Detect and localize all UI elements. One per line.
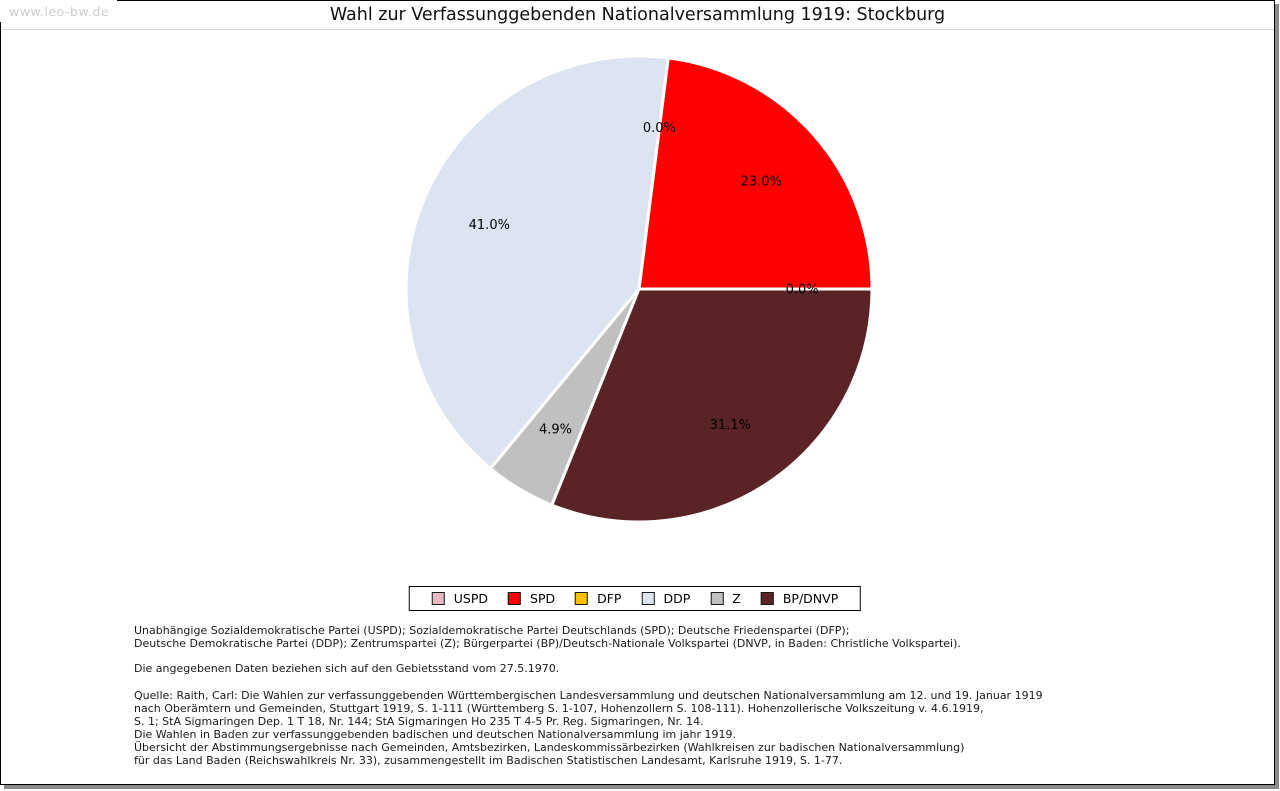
source-line: S. 1; StA Sigmaringen Dep. 1 T 18, Nr. 144; StA Sigmaringen Ho 235 T 4-5 Pr. Reg. Sigmaringen, Nr. 14.	[134, 715, 704, 728]
legend-label: DFP	[597, 591, 622, 606]
pie-slice-spd	[639, 58, 872, 289]
legend	[409, 586, 861, 611]
slice-percentage-label-uspd: 0.0%	[785, 282, 819, 298]
watermark: www.leo-bw.de	[0, 0, 117, 22]
legend-item-ddp	[641, 591, 690, 606]
legend-item-spd	[508, 591, 555, 606]
pie-chart	[1, 1, 1276, 584]
territorial-status-note: Die angegebenen Daten beziehen sich auf den Gebietsstand vom 27.5.1970.	[134, 662, 560, 675]
legend-item-bp-dnvp	[761, 591, 838, 606]
legend-item-z	[710, 591, 741, 606]
slice-percentage-label-bp-dnvp: 31.1%	[709, 417, 751, 433]
slice-percentage-label-dfp: 0.0%	[642, 120, 676, 136]
party-definitions-note	[134, 624, 1234, 650]
legend-swatch-icon	[432, 592, 445, 605]
legend-item-uspd	[432, 591, 488, 606]
page-title: Wahl zur Verfassunggebenden Nationalversammlung 1919: Stockburg	[329, 5, 946, 25]
slice-percentage-label-ddp: 41.0%	[468, 217, 510, 233]
legend-swatch-icon	[575, 592, 588, 605]
source-note	[134, 689, 1234, 767]
legend-swatch-icon	[641, 592, 654, 605]
slice-percentage-label-z: 4.9%	[538, 422, 573, 438]
legend-swatch-icon	[710, 592, 723, 605]
legend-label: DDP	[663, 591, 691, 606]
legend-label: USPD	[453, 591, 489, 606]
legend-swatch-icon	[508, 592, 521, 605]
source-line: Übersicht der Abstimmungsergebnisse nach Gemeinden, Amtsbezirken, Landeskommissärbezirken (Wahlkreisen zur badischen Nationalversammlung)	[134, 741, 965, 754]
source-line: Die Wahlen in Baden zur verfassunggebenden badischen und deutschen Nationalversammlung im jahr 1919.	[134, 728, 737, 741]
legend-swatch-icon	[761, 592, 774, 605]
legend-label: Z	[732, 591, 741, 606]
party-definitions-line: Deutsche Demokratische Partei (DDP); Zentrumspartei (Z); Bürgerpartei (BP)/Deutsch-Nationale Volkspartei (DNVP, in Baden: Christliche Volkspartei).	[134, 637, 961, 650]
source-line: Quelle: Raith, Carl: Die Wahlen zur verfassunggebenden Württembergischen Landesversammlung und deutschen Nationalversammlung am 12. und 19. Januar 1919	[134, 689, 1043, 702]
legend-label: BP/DNVP	[782, 591, 839, 606]
source-line: für das Land Baden (Reichswahlkreis Nr. 33), zusammengestellt im Badischen Statistischen Landesamt, Karlsruhe 1919, S. 1-77.	[134, 754, 843, 767]
slice-percentage-label-spd: 23.0%	[740, 174, 782, 190]
source-line: nach Oberämtern und Gemeinden, Stuttgart 1919, S. 1-111 (Württemberg S. 1-107, Hohenzollern S. 108-111). Hohenzollerische Volkszeitung v. 4.6.1919,	[134, 702, 984, 715]
legend-item-dfp	[575, 591, 621, 606]
legend-label: SPD	[530, 591, 556, 606]
party-definitions-line: Unabhängige Sozialdemokratische Partei (USPD); Sozialdemokratische Partei Deutschlands (SPD); Deutsche Friedenspartei (DFP);	[134, 624, 850, 637]
